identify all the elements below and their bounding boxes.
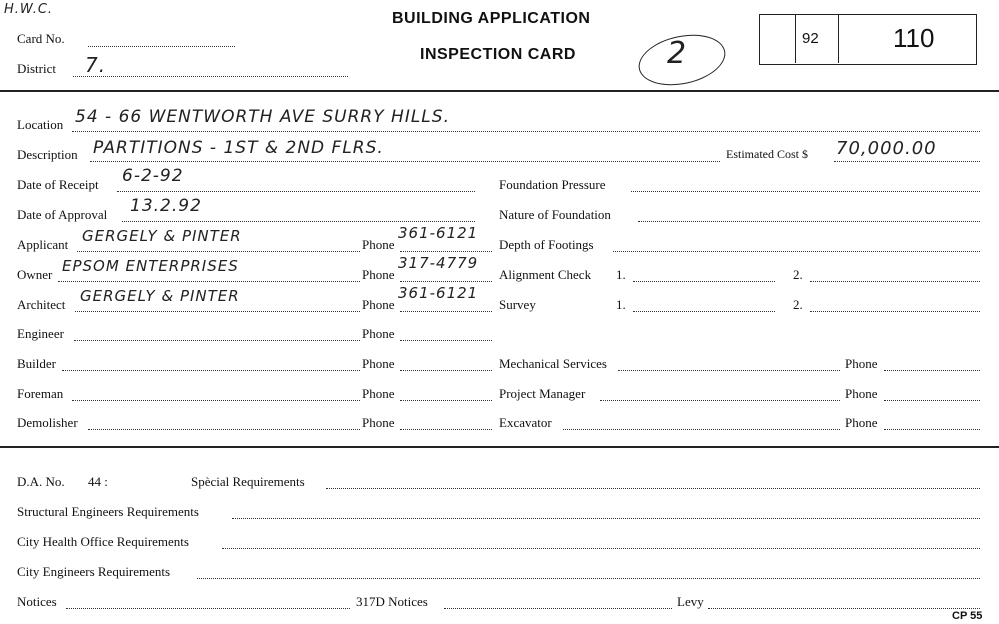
applicant-label: Applicant <box>17 237 69 252</box>
levy-field[interactable] <box>708 608 980 609</box>
date-of-receipt-field[interactable] <box>117 191 475 192</box>
date-of-approval-value: 13.2.92 <box>130 196 202 216</box>
excavator-label: Excavator <box>499 415 552 430</box>
description-value: PARTITIONS - 1ST & 2ND FLRS. <box>93 138 384 158</box>
da-no-label: D.A. No. <box>17 474 65 489</box>
card-no-field[interactable] <box>88 46 235 47</box>
depth-of-footings-label: Depth of Footings <box>499 237 594 252</box>
special-requirements-field[interactable] <box>326 488 980 489</box>
form-code: CP 55 <box>952 610 983 622</box>
project-manager-phone-label: Phone <box>845 386 878 401</box>
architect-field[interactable] <box>75 311 360 312</box>
foreman-label: Foreman <box>17 386 64 401</box>
city-engineers-field[interactable] <box>197 578 980 579</box>
foundation-pressure-label: Foundation Pressure <box>499 177 606 192</box>
date-of-approval-field[interactable] <box>122 221 475 222</box>
mechanical-services-label: Mechanical Services <box>499 356 607 371</box>
estimated-cost-field[interactable] <box>834 161 980 162</box>
location-field[interactable] <box>72 131 980 132</box>
applicant-value: GERGELY & PINTER <box>82 227 242 245</box>
survey-opt1: 1. <box>616 297 626 312</box>
mechanical-services-phone-field[interactable] <box>884 370 980 371</box>
location-value: 54 - 66 WENTWORTH AVE SURRY HILLS. <box>75 107 450 127</box>
circled-number: 2 <box>667 36 688 71</box>
card-number-box-divider <box>795 15 796 63</box>
survey-opt2: 2. <box>793 297 803 312</box>
builder-phone-field[interactable] <box>400 370 492 371</box>
architect-phone-label: Phone <box>362 297 395 312</box>
notices-field[interactable] <box>66 608 350 609</box>
city-engineers-label: City Engineers Requirements <box>17 564 171 579</box>
description-label: Description <box>17 147 78 162</box>
alignment-check-opt2: 2. <box>793 267 803 282</box>
alignment-check-field-1[interactable] <box>633 281 775 282</box>
location-label: Location <box>17 117 64 132</box>
applicant-phone-label: Phone <box>362 237 395 252</box>
architect-label: Architect <box>17 297 66 312</box>
engineer-phone-field[interactable] <box>400 340 492 341</box>
engineer-phone-label: Phone <box>362 326 395 341</box>
architect-phone-value: 361-6121 <box>398 284 479 302</box>
notices-label: Notices <box>17 594 57 609</box>
form-title-line1: BUILDING APPLICATION <box>392 10 591 27</box>
project-manager-phone-field[interactable] <box>884 400 980 401</box>
foundation-pressure-field[interactable] <box>631 191 980 192</box>
corner-note: H.W.C. <box>4 2 54 17</box>
excavator-phone-label: Phone <box>845 415 878 430</box>
special-requirements-label: Spècial Requirements <box>191 474 305 489</box>
demolisher-field[interactable] <box>88 429 360 430</box>
demolisher-label: Demolisher <box>17 415 78 430</box>
project-manager-field[interactable] <box>600 400 840 401</box>
levy-label: Levy <box>677 594 704 609</box>
foreman-field[interactable] <box>72 400 360 401</box>
date-of-approval-label: Date of Approval <box>17 207 108 222</box>
notices-317d-field[interactable] <box>444 608 672 609</box>
city-health-label: City Health Office Requirements <box>17 534 189 549</box>
city-health-field[interactable] <box>222 548 980 549</box>
applicant-phone-field[interactable] <box>400 251 492 252</box>
project-manager-label: Project Manager <box>499 386 586 401</box>
owner-field[interactable] <box>58 281 360 282</box>
structural-engineers-field[interactable] <box>232 518 980 519</box>
nature-of-foundation-label: Nature of Foundation <box>499 207 611 222</box>
owner-phone-value: 317-4779 <box>398 254 479 272</box>
survey-label: Survey <box>499 297 536 312</box>
card-year: 92 <box>802 30 819 47</box>
card-no-label: Card No. <box>17 31 65 46</box>
foreman-phone-field[interactable] <box>400 400 492 401</box>
da-no-value: 44 : <box>88 474 108 489</box>
applicant-phone-value: 361-6121 <box>398 224 479 242</box>
district-field[interactable] <box>73 76 348 77</box>
demolisher-phone-label: Phone <box>362 415 395 430</box>
architect-phone-field[interactable] <box>400 311 492 312</box>
engineer-label: Engineer <box>17 326 64 341</box>
card-number-box-divider <box>838 15 839 63</box>
district-label: District <box>17 61 56 76</box>
alignment-check-label: Alignment Check <box>499 267 592 282</box>
owner-phone-label: Phone <box>362 267 395 282</box>
district-value: 7. <box>85 53 107 77</box>
demolisher-phone-field[interactable] <box>400 429 492 430</box>
engineer-field[interactable] <box>74 340 360 341</box>
owner-label: Owner <box>17 267 53 282</box>
lower-section-divider <box>0 446 999 448</box>
card-number: 110 <box>893 23 935 53</box>
excavator-field[interactable] <box>563 429 840 430</box>
structural-engineers-label: Structural Engineers Requirements <box>17 504 199 519</box>
foreman-phone-label: Phone <box>362 386 395 401</box>
builder-phone-label: Phone <box>362 356 395 371</box>
nature-of-foundation-field[interactable] <box>638 221 980 222</box>
mechanical-services-field[interactable] <box>618 370 840 371</box>
estimated-cost-value: 70,000.00 <box>836 138 937 159</box>
builder-field[interactable] <box>62 370 360 371</box>
description-field[interactable] <box>90 161 720 162</box>
owner-phone-field[interactable] <box>400 281 492 282</box>
estimated-cost-label: Estimated Cost $ <box>726 147 808 161</box>
date-of-receipt-value: 6-2-92 <box>122 166 184 186</box>
architect-value: GERGELY & PINTER <box>80 287 240 305</box>
owner-value: EPSOM ENTERPRISES <box>62 257 239 275</box>
form-title-line2: INSPECTION CARD <box>420 46 576 63</box>
excavator-phone-field[interactable] <box>884 429 980 430</box>
alignment-check-field-2[interactable] <box>810 281 980 282</box>
notices-317d-label: 317D Notices <box>356 594 428 609</box>
date-of-receipt-label: Date of Receipt <box>17 177 99 192</box>
mechanical-services-phone-label: Phone <box>845 356 878 371</box>
survey-field-1[interactable] <box>633 311 775 312</box>
card-number-box <box>759 14 977 65</box>
depth-of-footings-field[interactable] <box>613 251 980 252</box>
alignment-check-opt1: 1. <box>616 267 626 282</box>
survey-field-2[interactable] <box>810 311 980 312</box>
builder-label: Builder <box>17 356 56 371</box>
header-divider <box>0 90 999 92</box>
applicant-field[interactable] <box>77 251 360 252</box>
